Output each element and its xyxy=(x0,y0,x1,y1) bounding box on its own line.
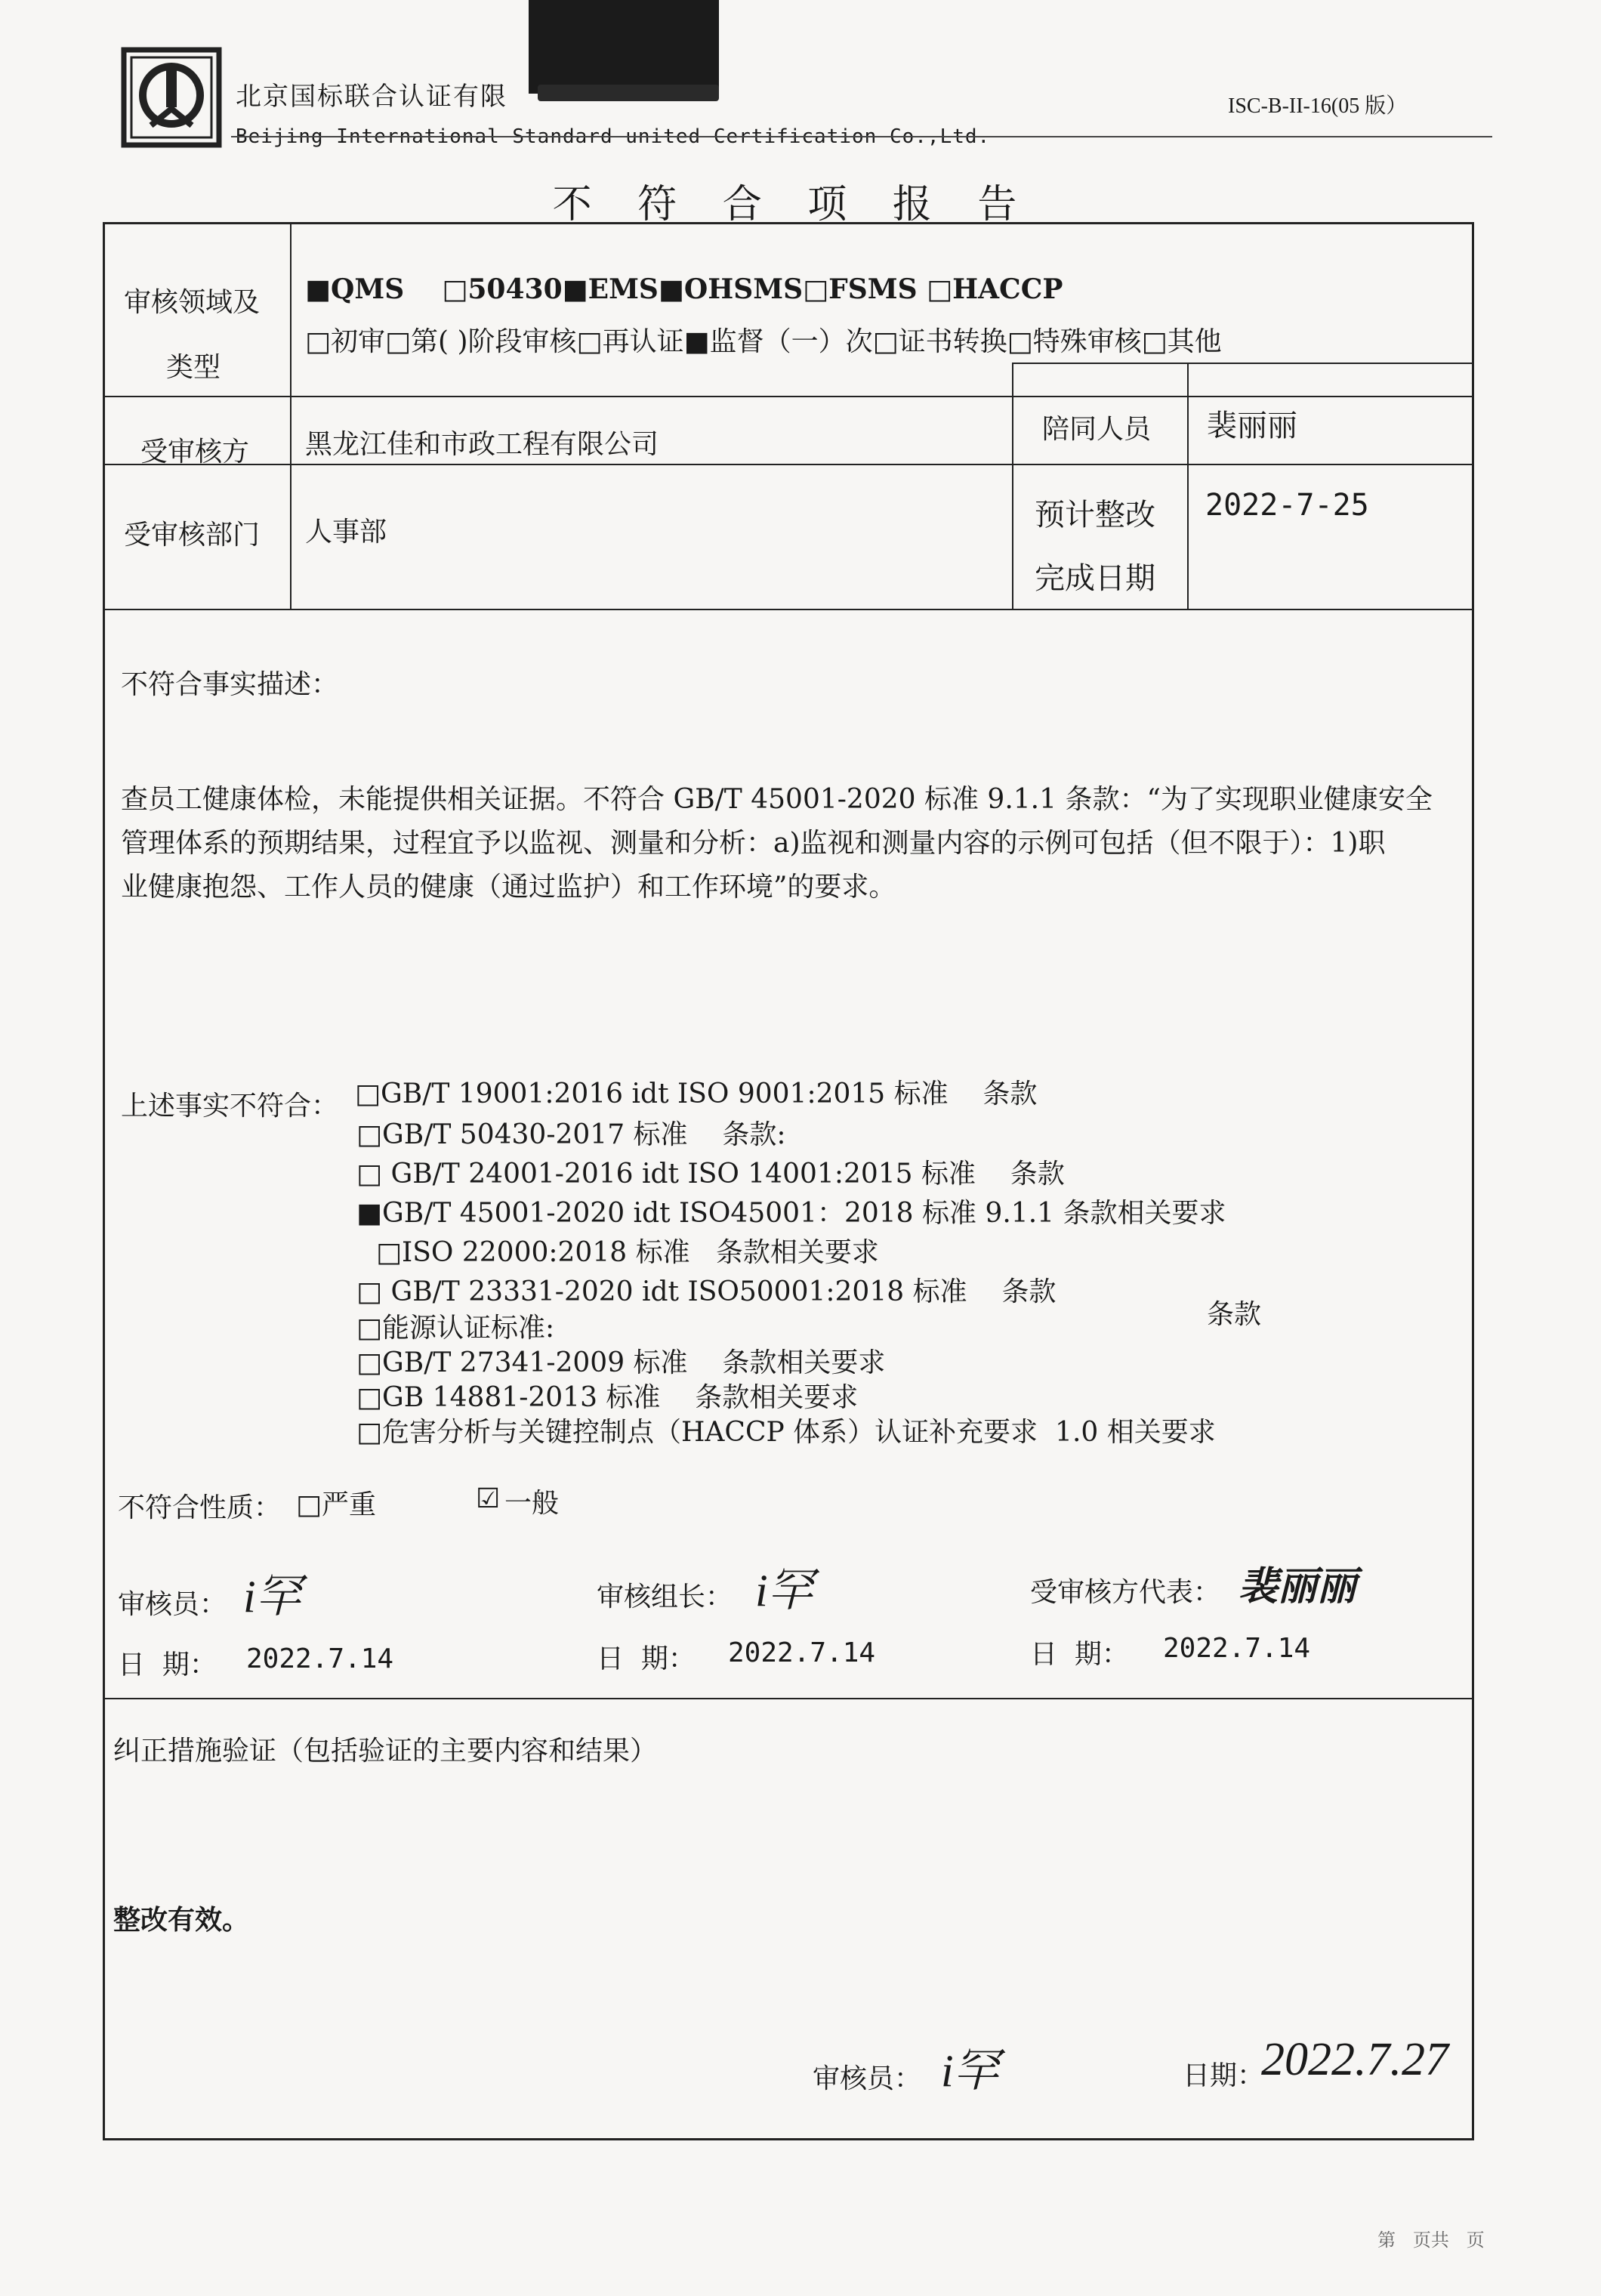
header-rule xyxy=(231,136,1492,137)
nature-general-checkbox: ☑ xyxy=(476,1483,501,1514)
clause-item: □ GB/T 24001-2016 idt ISO 14001:2015 标准 条款 xyxy=(356,1159,1065,1190)
auditee-label: 受审核方 xyxy=(140,437,250,468)
table-rule xyxy=(103,1698,1474,1699)
nature-severe: □严重 xyxy=(296,1489,377,1520)
clauses-heading: 上述事实不符合： xyxy=(121,1091,339,1122)
clause-item: □危害分析与关键控制点（HACCP 体系）认证补充要求 1.0 相关要求 xyxy=(356,1417,1216,1448)
rep-date-label: 日 期： xyxy=(1030,1639,1129,1670)
department-label: 受审核部门 xyxy=(124,520,261,551)
auditor-date: 2022.7.14 xyxy=(246,1643,394,1674)
leader-date-label: 日 期： xyxy=(597,1643,696,1674)
scope-systems: ■QMS □50430■EMS■OHSMS□FSMS □HACCP xyxy=(305,273,1063,305)
nonconformity-heading: 不符合事实描述： xyxy=(121,669,339,700)
table-rule xyxy=(1012,363,1013,609)
verification-auditor-label: 审核员： xyxy=(813,2063,922,2094)
verification-date-label: 日期： xyxy=(1183,2060,1265,2091)
clause-item: □GB/T 27341-2009 标准 条款相关要求 xyxy=(356,1347,886,1378)
due-label-line1: 预计整改 xyxy=(1035,498,1155,532)
due-label-line2: 完成日期 xyxy=(1035,561,1155,596)
auditor-label: 审核员： xyxy=(118,1589,227,1620)
leader-signature: i罕 xyxy=(755,1566,813,1616)
rep-signature: 裴丽丽 xyxy=(1239,1566,1357,1609)
leader-label: 审核组长： xyxy=(597,1582,733,1612)
energy-clause-word: 条款 xyxy=(1207,1299,1262,1330)
clause-item: □GB 14881-2013 标准 条款相关要求 xyxy=(356,1382,859,1413)
table-rule xyxy=(290,222,292,609)
page-number: 第 页共 页 xyxy=(1377,2230,1485,2251)
clause-item: □GB/T 19001:2016 idt ISO 9001:2015 标准 条款 xyxy=(355,1079,1038,1109)
audit-types: □初审□第( )阶段审核□再认证■监督（一）次□证书转换□特殊审核□其他 xyxy=(305,326,1222,357)
auditor-date-label: 日 期： xyxy=(118,1649,217,1680)
rep-date: 2022.7.14 xyxy=(1163,1633,1311,1664)
company-name-en: Beijing International Standard united Certification Co.,Ltd. xyxy=(236,125,991,148)
binder-clip xyxy=(529,0,719,94)
clause-item: □GB/T 50430-2017 标准 条款: xyxy=(356,1119,786,1150)
auditee-value: 黑龙江佳和市政工程有限公司 xyxy=(305,429,659,460)
nonconformity-line: 查员工健康体检，未能提供相关证据。不符合 GB/T 45001-2020 标准 9.1.1 条款：“为了实现职业健康安全 xyxy=(121,784,1433,815)
nonconformity-line: 业健康抱怨、工作人员的健康（通过监护）和工作环境”的要求。 xyxy=(121,872,896,903)
nonconformity-line: 管理体系的预期结果，过程宜予以监视、测量和分析：a)监视和测量内容的示例可包括（但不限于）：1)职 xyxy=(121,828,1386,859)
companion-label: 陪同人员 xyxy=(1042,414,1152,445)
department-value: 人事部 xyxy=(305,517,387,548)
scope-label-line1: 审核领域及 xyxy=(124,287,261,318)
clause-item: □ISO 22000:2018 标准 条款相关要求 xyxy=(376,1237,879,1268)
clause-item: □能源认证标准: xyxy=(356,1313,555,1344)
rep-label: 受审核方代表： xyxy=(1030,1577,1221,1608)
verification-auditor-signature: i罕 xyxy=(941,2046,999,2096)
company-name-cn: 北京国标联合认证有限 xyxy=(236,82,507,112)
verification-result: 整改有效。 xyxy=(113,1904,250,1936)
auditor-signature: i罕 xyxy=(243,1572,301,1622)
table-rule xyxy=(103,464,1474,465)
binder-clip-bar xyxy=(538,85,719,101)
scope-label-line2: 类型 xyxy=(166,352,221,383)
verification-date: 2022.7.27 xyxy=(1261,2034,1448,2085)
leader-date: 2022.7.14 xyxy=(728,1637,876,1668)
clause-item: ■GB/T 45001-2020 idt ISO45001：2018 标准 9.1.1 条款相关要求 xyxy=(356,1198,1226,1229)
companion-value: 裴丽丽 xyxy=(1207,409,1297,443)
company-logo xyxy=(121,47,222,148)
table-rule xyxy=(103,396,1474,397)
form-code: ISC-B-II-16(05 版） xyxy=(1228,94,1408,118)
table-rule xyxy=(103,609,1474,610)
table-rule xyxy=(1012,363,1474,364)
due-date-value: 2022-7-25 xyxy=(1205,488,1369,523)
nature-label: 不符合性质： xyxy=(118,1492,282,1523)
nonconformity-text xyxy=(121,778,1473,909)
nature-general: 一般 xyxy=(504,1488,560,1519)
clause-item: □ GB/T 23331-2020 idt ISO50001:2018 标准 条款 xyxy=(356,1276,1057,1307)
verification-heading: 纠正措施验证（包括验证的主要内容和结果） xyxy=(113,1736,658,1767)
document-title: 不 符 合 项 报 告 xyxy=(552,182,1034,227)
table-rule xyxy=(1187,363,1189,609)
